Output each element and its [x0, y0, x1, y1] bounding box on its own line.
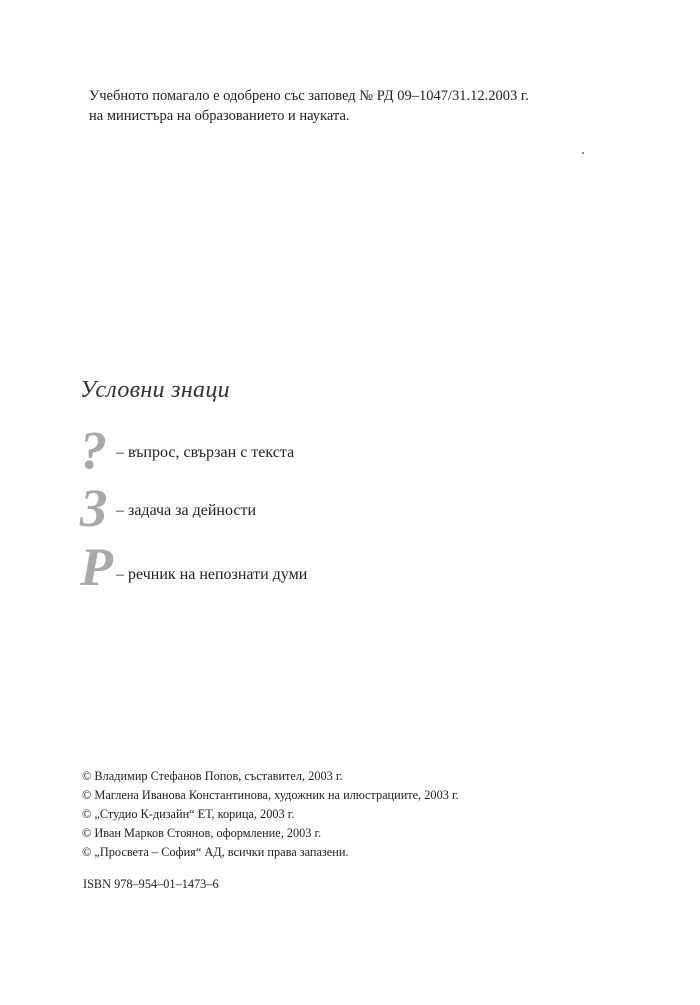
glossary-symbol-icon: Р [80, 537, 113, 597]
isbn: ISBN 978–954–01–1473–6 [83, 877, 219, 891]
approval-line-1: Учебното помагало е одобрено със заповед № РД 09–1047/31.12.2003 г. [89, 88, 529, 104]
legend-item-label: – въпрос, свързан с текста [116, 444, 295, 461]
approval-line-2: на министъра на образованието и науката. [89, 108, 350, 124]
stray-dot [582, 152, 584, 154]
approval-note [89, 86, 529, 126]
credit-line: © „Просвета – София“ АД, всички права запазени. [82, 845, 349, 859]
legend-item-label: – задача за дейности [116, 502, 257, 519]
legend-item-label: – речник на непознати думи [116, 566, 308, 583]
credit-line: © Владимир Стефанов Попов, съставител, 2003 г. [82, 769, 343, 783]
task-symbol-icon: З [80, 478, 108, 538]
credit-line: © „Студио К-дизайн“ ЕТ, корица, 2003 г. [82, 807, 295, 821]
question-symbol-icon: ? [80, 420, 107, 480]
legend-title: Условни знаци [80, 377, 230, 403]
credit-line: © Маглена Иванова Константинова, художник на илюстрациите, 2003 г. [82, 788, 459, 802]
credit-line: © Иван Марков Стоянов, оформление, 2003 г. [82, 826, 322, 840]
copyright-credits [82, 767, 459, 862]
